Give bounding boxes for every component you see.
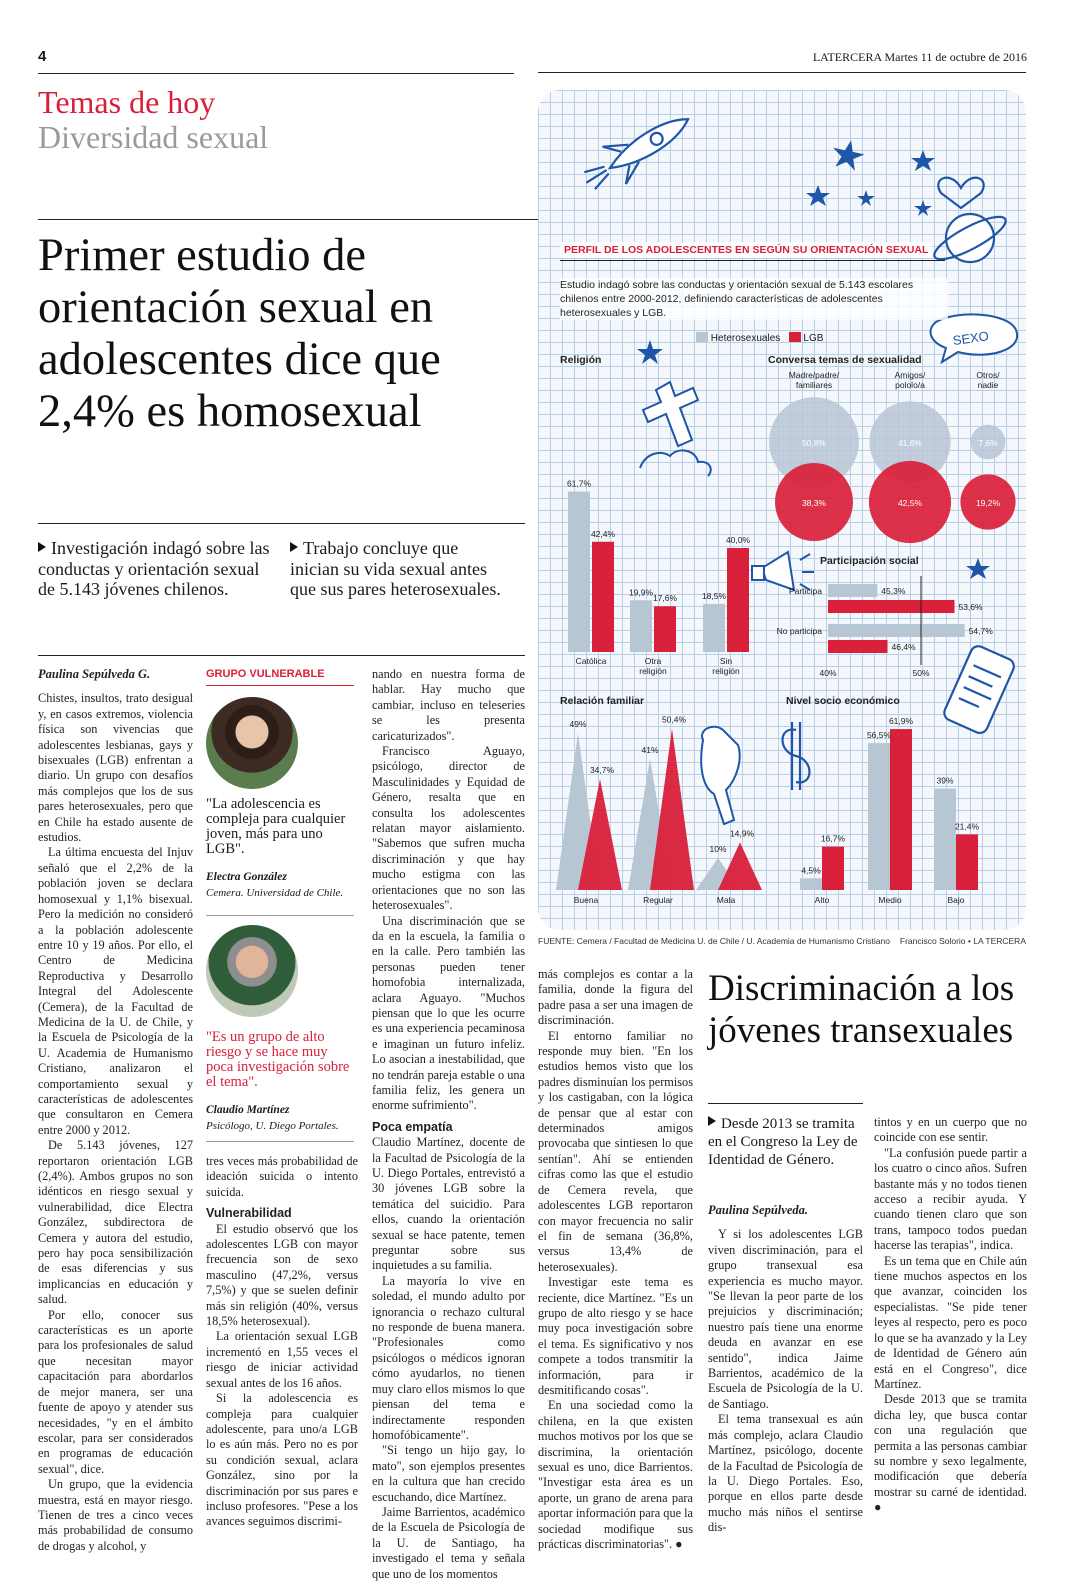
paragraph: tres veces más probabilidad de ideación suicida o intento suicida. bbox=[206, 1154, 358, 1199]
data-label-hetero: 4,5% bbox=[801, 865, 821, 876]
svg-text:SEXO: SEXO bbox=[951, 328, 990, 349]
avatar-claudio-martinez bbox=[206, 925, 298, 1017]
tick-label-religion: religión bbox=[712, 666, 740, 676]
infographic-credit: Francisco Solorio • LA TERCERA bbox=[899, 936, 1026, 946]
byline: Paulina Sepúlveda G. bbox=[38, 667, 151, 681]
issue-date: Martes 11 de octubre de 2016 bbox=[884, 50, 1027, 64]
bar-hetero-2 bbox=[703, 604, 725, 652]
data-label-hetero: 39% bbox=[936, 775, 954, 786]
quote-claudio: "Es un grupo de alto riesgo y se hace muy poca investigación sobre el tema". bbox=[206, 1029, 350, 1090]
data-label-lgb: 42,5% bbox=[897, 498, 923, 508]
axis-label-50: 50% bbox=[912, 668, 930, 678]
ses-bar-hetero-1 bbox=[868, 743, 890, 890]
chart-title-conversa: Conversa temas de sexualidad bbox=[768, 354, 922, 366]
data-label-lgb: 21,4% bbox=[954, 821, 980, 832]
header-rule-left bbox=[38, 73, 514, 74]
bullet-triangle-icon bbox=[708, 1116, 716, 1126]
data-label-lgb: 19,2% bbox=[975, 498, 1001, 508]
quote-electra: "La adolescencia es compleja para cualquier joven, más para uno LGB". bbox=[206, 796, 346, 857]
hbar-hetero-1 bbox=[828, 624, 965, 637]
data-label-lgb: 46,4% bbox=[891, 642, 916, 652]
paragraph: El tema transexual es aún más complejo, aclara Claudio Martínez, psicólogo, docente de la Facultad de Psicología de la U. Diego Portales. Eso, porque en ellos parte desde mucho más niños el sentirse dis- bbox=[708, 1412, 863, 1535]
paragraph: Claudio Martínez, docente de la Facultad de Psicología de la U. Diego Portales, entrevistó a 30 jóvenes LGB sobre la temática del suicidio. Para ellos, cuando la orientación sexual se hace patente, temen preguntar sobre sus inquietudes a su familia. bbox=[372, 1135, 525, 1273]
tick-label-conversa: Otros/ bbox=[976, 370, 1000, 380]
article-column-4 bbox=[538, 967, 693, 1552]
quote-name-electra: Electra González bbox=[206, 871, 287, 883]
ses-bar-hetero-2 bbox=[934, 789, 956, 890]
infographic-source: FUENTE: Cemera / Facultad de Medicina U. de Chile / U. Academia de Humanismo Cristiano bbox=[538, 936, 890, 946]
avatar-electra-gonzalez bbox=[206, 697, 298, 789]
sidebar-divider bbox=[206, 915, 354, 916]
tick-label-religion: Sin bbox=[719, 656, 733, 666]
paragraph: La última encuesta del Injuv señaló que el 2,2% de la población joven se declara homosexual y 1,1% bisexual. Pero la medición no consideró a la población adolescente entre 10 y 19 años. Por ello, el Centro de Medicina Reproductiva y Desarrollo Integral del Adolescente (Cemera), de la Facultad de Medicina de la U. de Chile, y la Escuela de Psicología de la U. Academia de Humanismo Cristiano, analizaron el comportamiento sexual y características de adolescentes que consultaron en Cemera entre 2000 y 2012. bbox=[38, 845, 193, 1137]
data-label-hetero: 18,5% bbox=[701, 590, 727, 601]
infographic-charts bbox=[538, 90, 1026, 930]
headline: Primer estudio de orientación sexual en adolescentes dice que 2,4% es homosexual bbox=[38, 230, 441, 437]
second-article-column-1 bbox=[708, 1203, 863, 1536]
chart-title-participacion: Participación social bbox=[820, 555, 919, 567]
hbar-lgb-0 bbox=[828, 600, 954, 613]
bar-hetero-1 bbox=[630, 600, 652, 652]
data-label-hetero: 41,6% bbox=[897, 438, 923, 448]
tick-label-conversa: Amigos/ bbox=[894, 370, 926, 380]
data-label-hetero: 61,7% bbox=[566, 478, 592, 489]
data-label-hetero: 41% bbox=[641, 744, 659, 755]
bar-lgb-1 bbox=[654, 606, 676, 652]
ses-bar-lgb-0 bbox=[822, 847, 844, 890]
infographic-title: PERFIL DE LOS ADOLESCENTES EN SEGÚN SU ORIENTACIÓN SEXUAL bbox=[560, 242, 932, 258]
paragraph: Chistes, insultos, trato desigual y, en casos extremos, violencia física son vivencias que adolescentes lesbianas, gays y bisexuales (LGB) enfrentan a diario. Un grupo con desafíos más complejos que los de sus pares heterosexuales, pero que en Chile ha estado ausente de estudios. bbox=[38, 691, 193, 845]
data-label-hetero: 49% bbox=[569, 719, 587, 730]
data-label-lgb: 53,6% bbox=[958, 602, 983, 612]
paragraph: Y si los adolescentes LGB viven discriminación, para el grupo transexual esa experiencia es mucho mayor. "Se llevan la peor parte de los prejuicios y discriminación; nuestro país tiene una enorme deuda en avanzar en ese sentido", indica Jaime Barrientos, académico de la Escuela de Psicología de la U. de Santiago. bbox=[708, 1227, 863, 1411]
tick-label-relacion: Mala bbox=[716, 895, 736, 905]
data-label-hetero: 56,5% bbox=[866, 730, 892, 741]
sidebar-label: GRUPO VULNERABLE bbox=[206, 668, 325, 680]
header-rule-right bbox=[538, 72, 1026, 73]
data-label-lgb: 34,7% bbox=[589, 764, 615, 775]
data-label-lgb: 14,9% bbox=[729, 828, 755, 839]
hbar-lgb-1 bbox=[828, 640, 888, 653]
article-column-3 bbox=[372, 667, 525, 1582]
paper-name: LATERCERA bbox=[812, 50, 882, 64]
tick-label-religion: Otra bbox=[644, 656, 662, 666]
bar-lgb-2 bbox=[727, 548, 749, 652]
data-label-lgb: 42,4% bbox=[590, 528, 616, 539]
subhead-poca-empatia: Poca empatía bbox=[372, 1119, 453, 1134]
quote-name-claudio: Claudio Martínez bbox=[206, 1104, 290, 1116]
paragraph: Francisco Aguayo, psicólogo, director de Masculinidades y Equidad de Género, resalta que en consulta los adolescentes relatan mayor aislamiento. "Sabemos que sufren mucha discriminación y que hay mucho estigma con las orientaciones que no son las heterosexuales". bbox=[372, 744, 525, 913]
paragraph: Es un tema que en Chile aún tiene muchos aspectos en los que avanzar, coinciden los especialistas. "Se pide tener leyes al respecto, pero es poco lo que se ha avanzado y la Ley de Identidad de Género aún está en el Congreso", dice Martínez. bbox=[874, 1253, 1027, 1391]
tick-label-nivel: Bajo bbox=[947, 895, 965, 905]
tick-label-nivel: Medio bbox=[878, 895, 902, 905]
paragraph: Desde 2013 que se tramita dicha ley, que busca contar con una regulación que permita a las personas cambiar su nombre y sexo legalmente, modificación que debería mostrar su carné de identidad. ● bbox=[874, 1392, 1027, 1515]
paragraph: El estudio observó que los adolescentes LGB con mayor frecuencia son de sexo masculino (47,2%, versus 7,5%) y que se suelen definir más sin religión (40%, versus 18,5% heterosexual). bbox=[206, 1221, 358, 1329]
axis-label-40: 40% bbox=[819, 668, 837, 678]
data-label-lgb: 16,7% bbox=[820, 833, 846, 844]
second-byline: Paulina Sepúlveda. bbox=[708, 1203, 809, 1217]
ses-bar-hetero-0 bbox=[800, 878, 822, 890]
data-label-lgb: 61,9% bbox=[888, 716, 914, 727]
second-article-column-2 bbox=[874, 1115, 1027, 1516]
tick-label-relacion: Regular bbox=[643, 895, 673, 905]
tick-label-conversa: Madre/padre/ bbox=[788, 370, 840, 380]
article-column-1 bbox=[38, 667, 193, 1554]
ses-bar-lgb-1 bbox=[890, 729, 912, 890]
legend-lgb: LGB bbox=[803, 333, 824, 344]
paragraph: tintos y en un cuerpo que no coincide con ese sentir. bbox=[874, 1115, 1027, 1145]
infographic-intro: Estudio indagó sobre las conductas y orientación sexual de 5.143 escolares chilenos entre 2000-2012, definiendo características de adolescentes heterosexuales y LGB. bbox=[560, 278, 948, 320]
sidebar-bottom-rule bbox=[206, 1141, 354, 1142]
legend-hetero: Heterosexuales bbox=[710, 333, 781, 344]
paragraph: La orientación sexual LGB incrementó en 1,55 veces el riesgo de iniciar actividad sexual antes de los 16 años. bbox=[206, 1329, 358, 1390]
bullet-triangle-icon bbox=[290, 542, 298, 552]
data-label-hetero: 54,7% bbox=[968, 626, 993, 636]
subhead-vulnerabilidad: Vulnerabilidad bbox=[206, 1206, 292, 1221]
data-label-hetero: 50,8% bbox=[801, 438, 827, 448]
tick-label-conversa: pololo/a bbox=[895, 380, 925, 390]
data-label-lgb: 50,4% bbox=[661, 714, 687, 725]
article-column-2 bbox=[206, 1154, 358, 1530]
data-label-hetero: 19,9% bbox=[628, 587, 654, 598]
data-label-hetero: 7,6% bbox=[978, 438, 998, 448]
data-label-lgb: 38,3% bbox=[801, 498, 827, 508]
paragraph: De 5.143 jóvenes, 127 reportaron orientación LGB (2,4%). Ambos grupos no son idénticos en riesgo sexual y vulnerabilidad, dice Electra González, subdirectora de Cemera y autora del estudio, pero hay poca sensibilización de esas diferencias y sus implicancias en educación y salud. bbox=[38, 1138, 193, 1307]
page-number: 4 bbox=[38, 48, 47, 65]
tick-label-nivel: Alto bbox=[814, 895, 830, 905]
tick-label-conversa: familiares bbox=[795, 380, 833, 390]
paragraph: Si la adolescencia es compleja para cualquier adolescente, para uno/a LGB lo es aún más. Pero no es por su condición sexual, aclara González, sino por la discriminación por sus pares e incluso profesores. "Pese a los avances seguimos discrimi- bbox=[206, 1391, 358, 1529]
infographic bbox=[538, 90, 1026, 930]
quote-role-electra: Cemera. Universidad de Chile. bbox=[206, 887, 344, 899]
bar-hetero-0 bbox=[568, 492, 590, 652]
paragraph: Jaime Barrientos, académico de la Escuela de Psicología de la U. de Santiago, ha investigado el tema y señala que uno de los momentos bbox=[372, 1504, 525, 1581]
second-headline: Discriminación a los jóvenes transexuales bbox=[708, 968, 1015, 1051]
paragraph: Una discriminación que se da en la escuela, la familia o en la calle. Pero también las personas pueden tener homofobia internalizada, aclara Aguayo. "Muchos piensan que lo que les ocurre es una experiencia pecaminosa e imaginan un futuro infeliz. Lo asocian a inestabilidad, que no tendrán pareja estable o una familia feliz, les genera un enorme sufrimiento". bbox=[372, 913, 525, 1113]
ses-bar-lgb-2 bbox=[956, 834, 978, 890]
paragraph: El entorno familiar no responde muy bien. "En los estudios hemos visto que los padres disminuían los permisos y los castigaban, con la lógica de pensar que al estar con determinados amigos provocaba que sintiesen lo que sentían". Ahí se entienden cifras como las que el estudio de Cemera revela, que adolescentes LGB reportaron con mayor frecuencia no salir el fin de semana (36,8%, versus 13,4% de heterosexuales). bbox=[538, 1028, 693, 1274]
section-title: Temas de hoy bbox=[38, 84, 216, 120]
quote-role-claudio: Psicólogo, U. Diego Portales. bbox=[206, 1120, 339, 1132]
summary-bullet-2: Trabajo concluye que inician su vida sexual antes que sus pares heterosexuales. bbox=[290, 538, 501, 599]
bar-lgb-0 bbox=[592, 542, 614, 652]
paragraph: "Si tengo un hijo gay, lo mato", son ejemplos presentes en la cultura que han crecido escuchando, dice Martínez. bbox=[372, 1443, 525, 1504]
body-rule bbox=[38, 655, 525, 656]
paragraph: nando en nuestra forma de hablar. Hay mucho que cambiar, incluso en teleseries se les presenta caricaturizados". bbox=[372, 667, 525, 743]
sidebar-rule bbox=[206, 685, 354, 686]
data-label-lgb: 17,6% bbox=[652, 593, 678, 604]
tick-label-participacion: No participa bbox=[776, 626, 822, 636]
subsection-title: Diversidad sexual bbox=[38, 119, 269, 155]
data-label-hetero: 10% bbox=[709, 844, 727, 854]
paragraph: "La confusión puede partir a los cuatro o cinco años. Sufren bastante más y no todos tienen acceso a recibir ayuda. Y cuando tienen claro que son trans, tampoco todos puedan hacerse las terapias", indica. bbox=[874, 1145, 1027, 1253]
paragraph: Por ello, conocer sus características es un aporte para los profesionales de salud que necesitan mayor capacitación para abordarlos de mejor manera, ser una fuente de apoyo y atender sus necesidades, "y en el ámbito escolar, para ser considerados en programas de educación sexual", dice. bbox=[38, 1307, 193, 1476]
bullets-rule bbox=[38, 523, 525, 524]
chart-title-nivel: Nivel socio económico bbox=[786, 695, 900, 707]
bullet-triangle-icon bbox=[38, 542, 46, 552]
paragraph: En una sociedad como la chilena, en la que existen muchos motivos por los que se discrimina, la orientación sexual es uno, dice Barrientos. "Investigar esta área es un aporte, un grano de arena para aportar información para que la sociedad modifique sus prácticas discriminatorias". ● bbox=[538, 1398, 694, 1552]
paragraph: Investigar este tema es reciente, dice Martínez. "Es un grupo de alto riesgo y se hace muy poca investigación sobre el tema. Es significativo y nos compete a todos transmitir la información, para ir desmitificando cosas". bbox=[538, 1275, 693, 1397]
tick-label-participacion: Participa bbox=[788, 586, 822, 596]
chart-title-relacion: Relación familiar bbox=[560, 695, 645, 707]
hbar-hetero-0 bbox=[828, 584, 877, 597]
masthead-date bbox=[780, 50, 1027, 65]
chart-title-religion: Religión bbox=[560, 354, 602, 366]
tick-label-relacion: Buena bbox=[573, 895, 599, 905]
summary-bullet-1: Investigación indagó sobre las conductas y orientación sexual de 5.143 jóvenes chilenos. bbox=[38, 538, 270, 599]
tick-label-conversa: nadie bbox=[977, 380, 999, 390]
tick-label-religion: religión bbox=[639, 666, 667, 676]
paragraph: La mayoría lo vive en soledad, el mundo adulto por ignorancia o rechazo cultural no responde de buena manera. "Profesionales como psicólogos o médicos ignoran cómo ayudarlos, no tienen muy claro ellos mismos lo que piensan del tema e indirectamente responden homofóbicamente". bbox=[372, 1273, 525, 1442]
second-article-rule bbox=[708, 1103, 863, 1104]
paragraph: más complejos es contar a la familia, donde la figura del padre pasa a ser una imagen de discriminación. bbox=[538, 967, 693, 1028]
second-bullet: Desde 2013 se tramita en el Congreso la Ley de Identidad de Género. bbox=[708, 1116, 858, 1168]
data-label-lgb: 40,0% bbox=[725, 535, 751, 545]
paragraph: Un grupo, que la evidencia muestra, está en mayor riesgo. Tienen de tres a cinco veces más probabilidad de consumo de drogas y alcohol, y bbox=[38, 1477, 193, 1553]
headline-rule bbox=[38, 219, 538, 220]
data-label-hetero: 45,3% bbox=[881, 586, 906, 596]
tick-label-religion: Católica bbox=[575, 656, 607, 666]
